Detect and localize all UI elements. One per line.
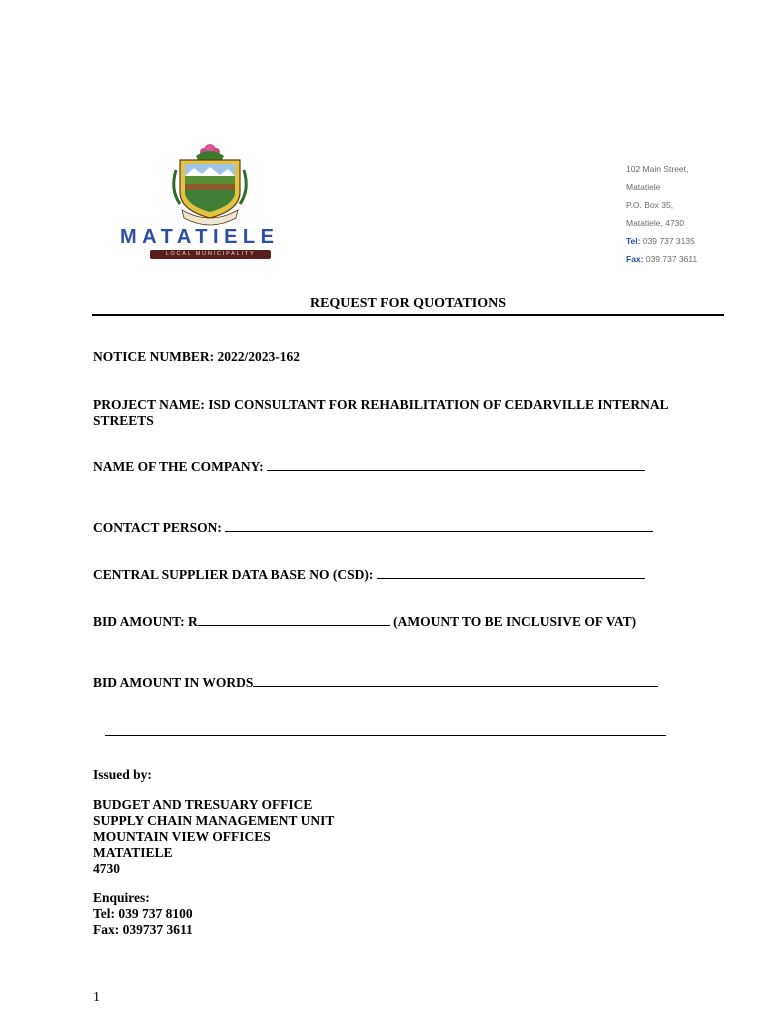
address-line: Matatiele — [626, 182, 661, 192]
enquiries-block — [93, 890, 193, 938]
csd-field — [93, 567, 645, 583]
csd-blank[interactable] — [377, 567, 645, 579]
company-name-field — [93, 459, 645, 475]
project-name: PROJECT NAME: ISD CONSULTANT FOR REHABILITATION OF CEDARVILLE INTERNAL STREETS — [93, 397, 668, 428]
issuer-line: MATATIELE — [93, 845, 173, 860]
logo-tagline: LOCAL MUNICIPALITY — [150, 250, 271, 259]
enquiries-label: Enquires: — [93, 890, 150, 905]
contact-person-blank[interactable] — [225, 520, 653, 532]
contact-person-label: CONTACT PERSON: — [93, 520, 226, 535]
page-number: 1 — [93, 990, 100, 1005]
issued-by-label: Issued by: — [93, 767, 152, 782]
issuer-line: BUDGET AND TRESUARY OFFICE — [93, 797, 313, 812]
fax-value: 039 737 3611 — [643, 254, 698, 264]
bid-words-blank-line-2[interactable] — [105, 724, 666, 736]
bid-amount-note: (AMOUNT TO BE INCLUSIVE OF VAT) — [389, 614, 637, 629]
company-name-blank[interactable] — [267, 459, 645, 471]
contact-person-field — [93, 520, 653, 536]
address-block — [626, 160, 697, 268]
title-divider — [92, 314, 724, 316]
address-line: P.O. Box 35, — [626, 200, 674, 210]
address-line: 102 Main Street, — [626, 164, 689, 174]
notice-number: NOTICE NUMBER: 2022/2023-162 — [93, 349, 301, 364]
issuer-line: 4730 — [93, 861, 120, 876]
company-name-label: NAME OF THE COMPANY: — [93, 459, 267, 474]
issuer-address — [93, 797, 334, 877]
bid-amount-field — [93, 614, 636, 630]
enquiries-fax: Fax: 039737 3611 — [93, 922, 193, 937]
tel-label: Tel: — [626, 236, 641, 246]
bid-words-blank[interactable] — [253, 675, 658, 687]
issuer-line: MOUNTAIN VIEW OFFICES — [93, 829, 271, 844]
document-title: REQUEST FOR QUOTATIONS — [309, 296, 507, 311]
fax-label: Fax: — [626, 254, 644, 264]
logo-wordmark: MATATIELE — [120, 226, 280, 248]
bid-words-label: BID AMOUNT IN WORDS — [93, 675, 254, 690]
telephone-line — [626, 232, 697, 250]
csd-label: CENTRAL SUPPLIER DATA BASE NO (CSD): — [93, 567, 377, 582]
fax-line — [626, 250, 697, 268]
enquiries-tel: Tel: 039 737 8100 — [93, 906, 193, 921]
issuer-line: SUPPLY CHAIN MANAGEMENT UNIT — [93, 813, 335, 828]
bid-amount-label: BID AMOUNT: R — [93, 614, 198, 629]
bid-words-field — [93, 675, 658, 691]
tel-value: 039 737 3135 — [640, 236, 695, 246]
bid-amount-blank[interactable] — [198, 614, 390, 626]
address-line: Matatiele, 4730 — [626, 218, 685, 228]
